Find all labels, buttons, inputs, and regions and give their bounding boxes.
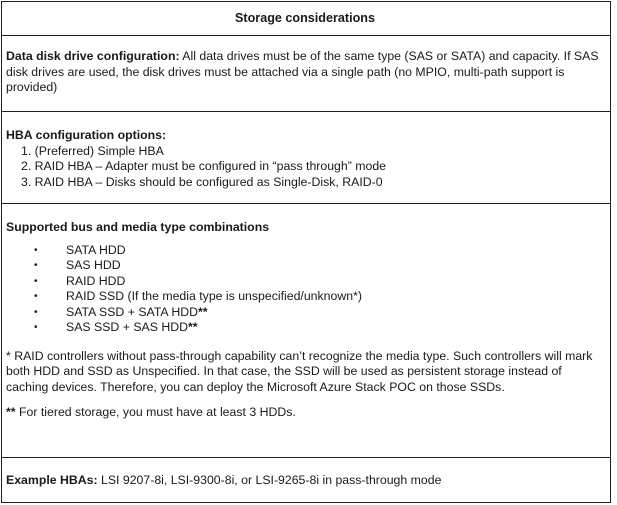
data-disk-label: Data disk drive configuration: xyxy=(6,49,180,63)
bus-media-list xyxy=(6,243,604,336)
bus-media-section xyxy=(2,203,610,457)
table-header xyxy=(2,2,610,35)
bus-media-item xyxy=(6,258,604,274)
bullet-icon: • xyxy=(34,322,38,333)
hba-option: 3. RAID HBA – Disks should be configured as Single-Disk, RAID-0 xyxy=(21,174,383,189)
bus-media-item-text: RAID SSD (If the media type is unspecified/unknown*) xyxy=(66,289,362,303)
raid-footnote: * RAID controllers without pass-through capability can’t recognize the media type. Such controllers will mark both HDD and SSD as Unspecified. In that case, the SSD will be used as persistent storage instead of caching devices. Therefore, you can deploy the Microsoft Azure Stack POC on those SSDs. xyxy=(6,348,593,394)
bus-media-item-text: SATA SSD + SATA HDD xyxy=(66,304,198,319)
storage-considerations-table xyxy=(1,1,611,503)
bullet-icon: • xyxy=(34,291,38,302)
data-disk-section xyxy=(2,35,610,111)
bullet-icon: • xyxy=(34,275,38,287)
hba-title: HBA configuration options: xyxy=(6,128,167,142)
tiered-storage-footnote xyxy=(6,405,604,421)
table-title: Storage considerations xyxy=(235,10,375,25)
bullet-icon: • xyxy=(34,306,38,318)
bus-media-item xyxy=(6,320,604,336)
example-hba-section xyxy=(2,457,610,502)
footnote-marker: ** xyxy=(6,405,16,419)
bus-media-item-text: SAS SSD + SAS HDD xyxy=(66,320,188,334)
bus-media-item-suffix: ** xyxy=(198,304,208,319)
bus-media-item-suffix: ** xyxy=(187,320,198,334)
hba-option: 2. RAID HBA – Adapter must be configured in “pass through” mode xyxy=(21,159,387,173)
bus-media-item xyxy=(6,289,604,305)
bus-media-item xyxy=(6,305,604,321)
data-disk-text: All data drives must be of the same type (SAS or SATA) and capacity. If SAS disk drives are used, the disk drives must be attached via a single path (no MPIO, multi-path support is provided) xyxy=(6,49,599,94)
bullet-icon: • xyxy=(34,260,38,271)
hba-options-list xyxy=(6,144,604,191)
hba-option: 1. (Preferred) Simple HBA xyxy=(21,143,164,158)
bus-media-item-text: RAID HDD xyxy=(66,273,126,288)
bus-media-item xyxy=(6,243,604,259)
example-label: Example HBAs: xyxy=(6,473,98,487)
example-text: LSI 9207-8i, LSI-9300-8i, or LSI-9265-8i in pass-through mode xyxy=(97,473,442,487)
bus-media-item-text: SATA HDD xyxy=(66,242,126,257)
bullet-icon: • xyxy=(34,244,38,256)
footnote-text: For tiered storage, you must have at least 3 HDDs. xyxy=(15,405,296,419)
bus-media-item-text: SAS HDD xyxy=(66,258,121,272)
bus-media-item xyxy=(6,274,604,290)
bus-title: Supported bus and media type combinations xyxy=(6,220,270,234)
hba-section xyxy=(2,111,610,203)
